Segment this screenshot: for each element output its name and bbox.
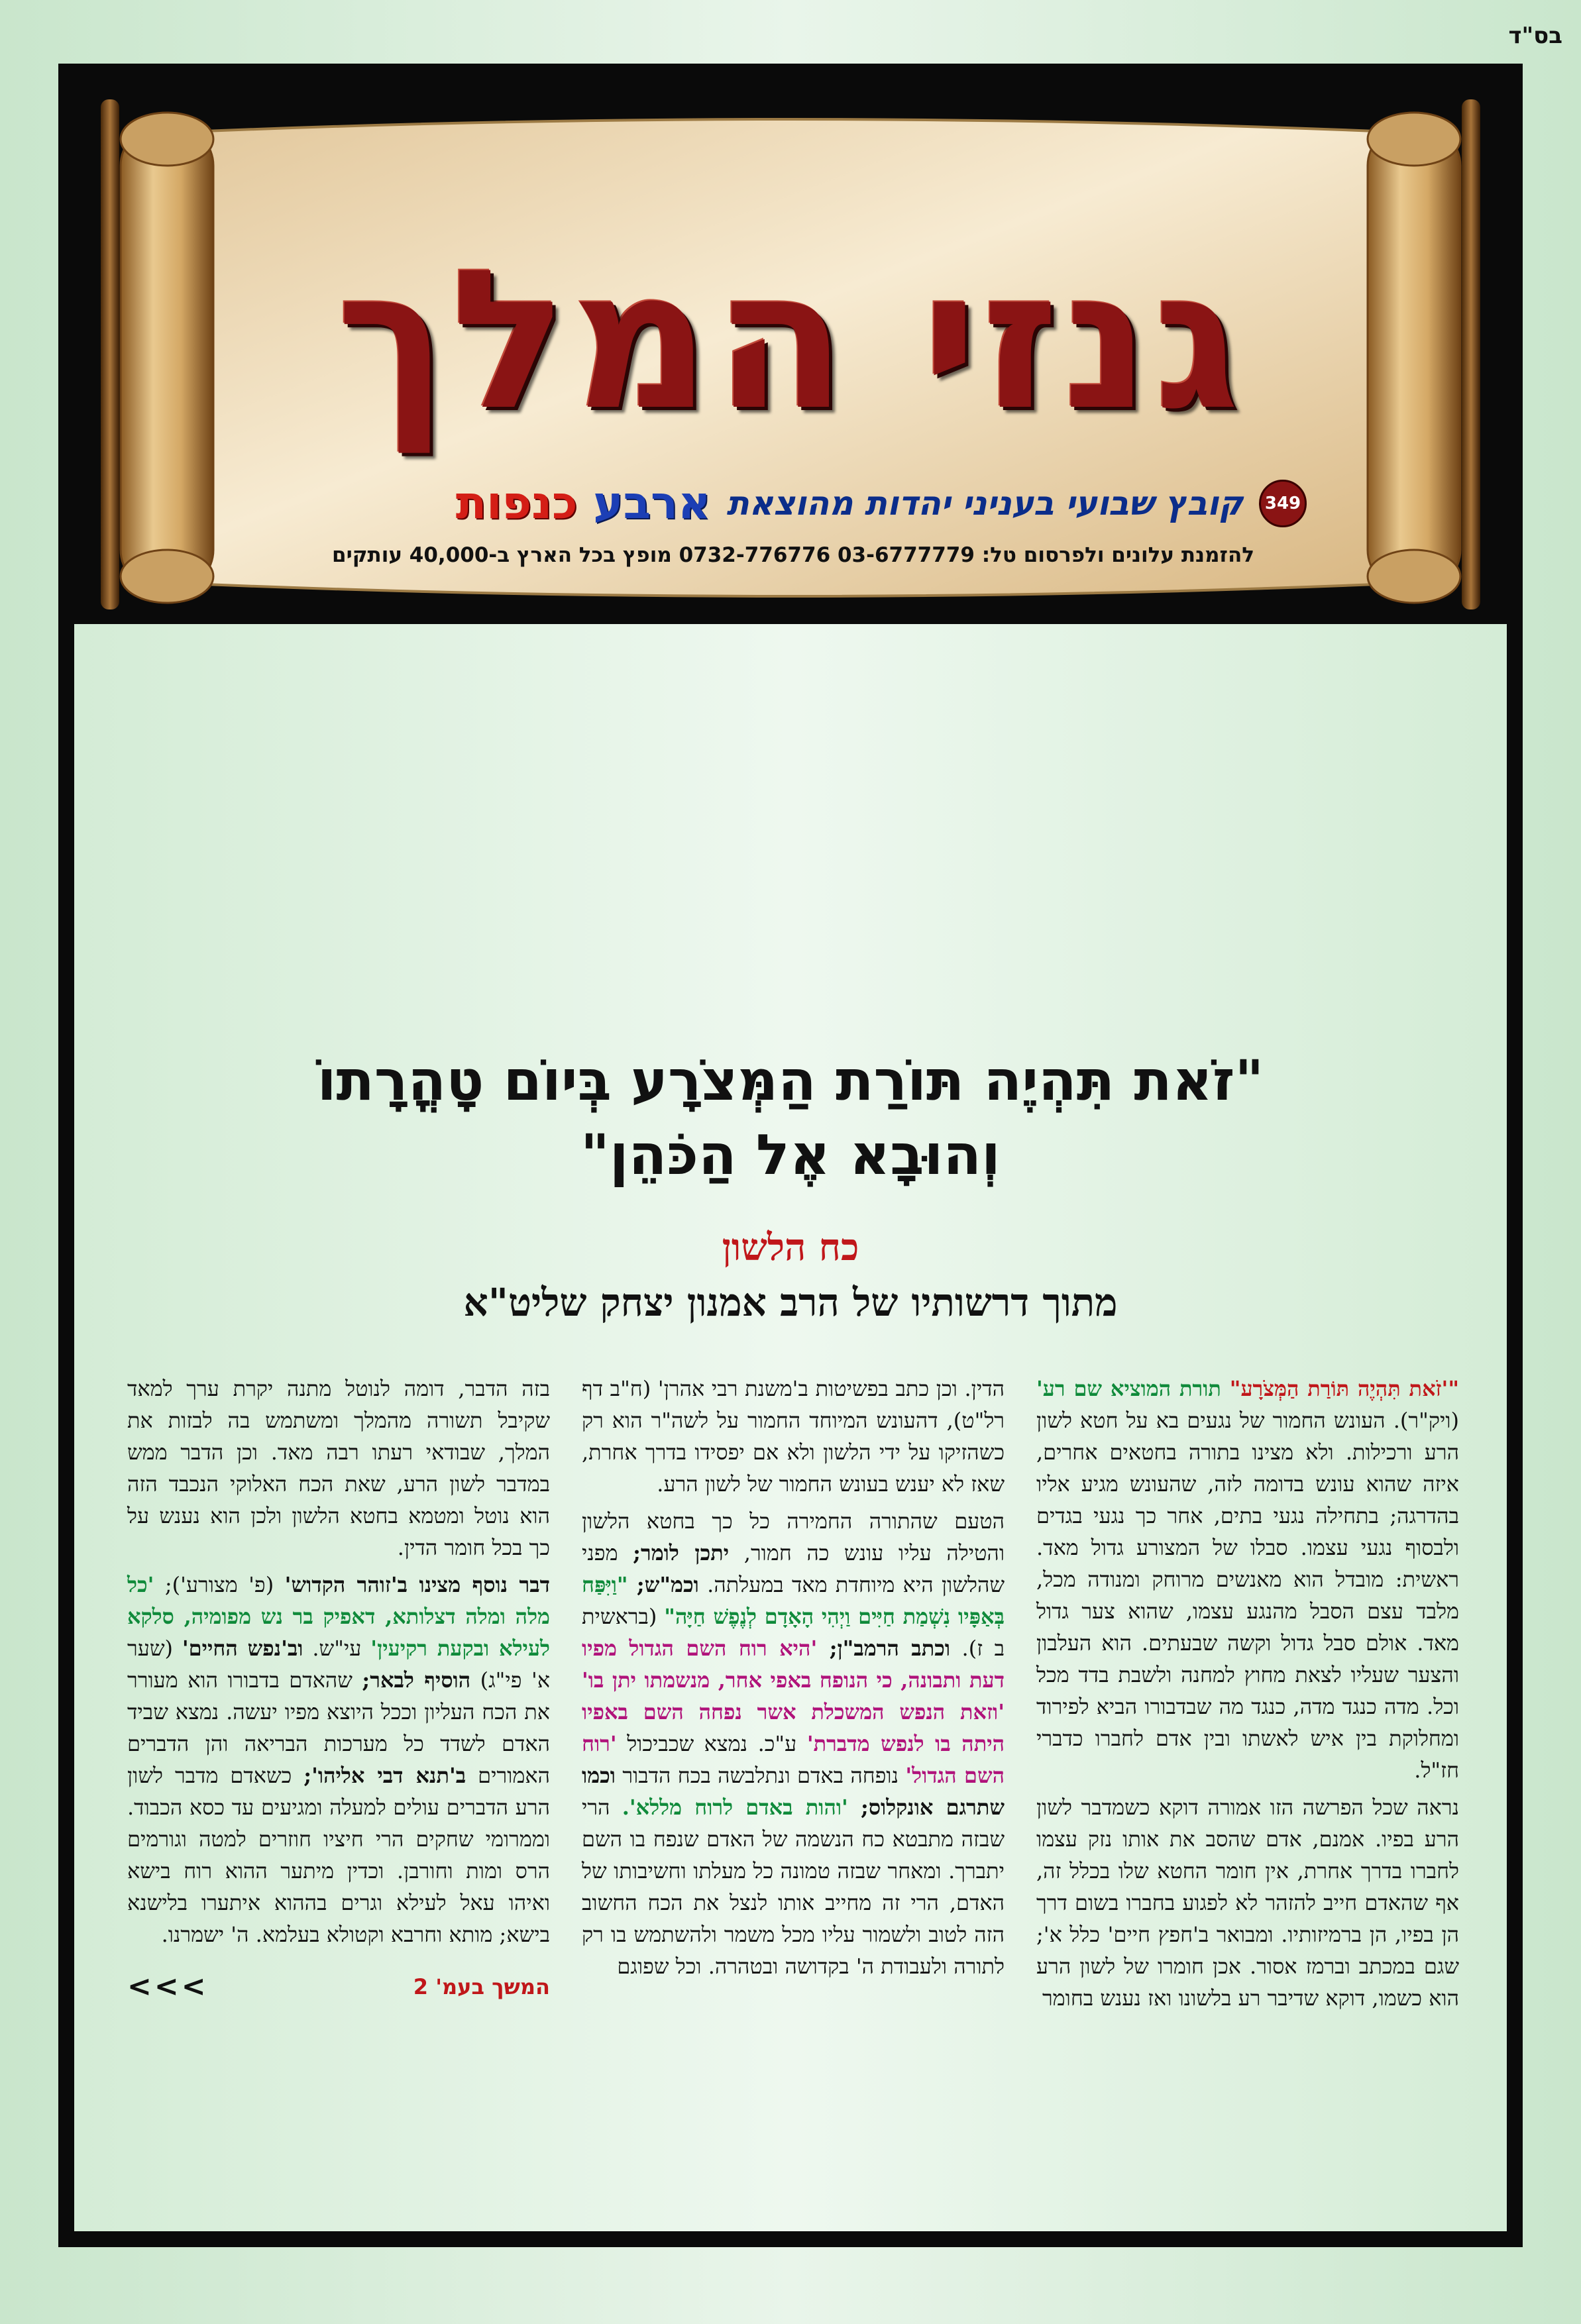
paragraph-text-run: וכמו שתרגם אונקלוס; — [582, 1763, 1005, 1820]
paragraph-text-run: 'והות באדם לרוח מללא'. — [622, 1795, 861, 1820]
article-columns — [127, 1373, 1459, 2194]
continued-on-page: המשך בעמ' 2 — [413, 1974, 550, 1999]
paragraph-text-run: (ויק"ר). העונש החמור של נגעים בא על חטא לשון הרע ורכילות. ולא מצינו בתורה בחטאים אחרים, איזה שהוא עונש בדומה לזה, שהעונש מגיע אליו בהדרגה; בתחילה נגעי בתים, אחר כך נגעי בגדים ולבסוף נגעי עצמו. סבלו של המצורע גדול מאד. ראשית: מובדל הוא מאנשים מרוחק ומנודה מכל, מלבד עצם הסבל מהנגע עצמו, שהוא צער גדול מאד. אולם סבל גדול וקשה שבעתים. הוא העלבון והצער שעליו לצאת מחוץ למחנה ולשבת בדד מכל וכל. מדה כנגד מדה, כנגד מה שבדבורו הביא לפירוד ומחלוקת בין איש לאשתו ובין אדם לחברו כדברי חז"ל. — [1036, 1408, 1459, 1783]
masthead-title: גנזי המלך — [336, 229, 1244, 452]
paragraph-text-run: הרי שבזה מתבטא כח הנשמה של האדם שנפח בו השם יתברך. ומאחר שבזה טמונה כל מעלתו וחשיבותו של האדם, הרי זה מחייב אותו לנצל את הכח החשוב הזה לטוב ולשמור עליו מכל משמר ולהשתמש בו רק לתורה ולעבודת ה' בקדושה ובטהרה. וכל שפוגם — [582, 1795, 1005, 1979]
issue-number-badge: 349 — [1259, 480, 1307, 527]
paragraph-text-run: דבר נוסף מצינו ב'זוהר הקדוש' — [284, 1572, 551, 1597]
contact-line: להזמנת עלונים ולפרסום טל: 03-6777779 0732-776776 מופץ בכל הארץ ב-40,000 עותקים — [331, 543, 1254, 567]
paragraph-text-run: כשאדם מדבר לשון הרע הדברים עולים למעלה ומגיעים עד כסא הכבוד. וממרומי שחקים הרי חיציו חוזרים למטה וגורמים הרס ומות וחורבן. וכדין מיתער ההוא רוח בישא ואיהו עאל לעילא וגרים בההוא איתערו בלישנא בישא; מותא וחרבא וקטולא בעלמא. ה' ישמרנו. — [127, 1763, 550, 1947]
paragraph-text-run: 'היא רוח השם הגדול מפיו דעת ותבונה, כי הנופח באפי אחר, מנשמתו יתן בו' 'וזאת הנפש המשכלת אשר נפחה השם באפיו היתה בו לנפש מדברת' — [582, 1636, 1005, 1756]
paragraph-text-run: ע"כ. נמצא שכביכול — [616, 1731, 807, 1756]
article-column-right — [1036, 1373, 1459, 2194]
article-paragraph — [127, 1373, 550, 1563]
paragraph-text-run: הדין. וכן כתב בפשיטות ב'משנת רבי אהרן' (ח"ב דף רל"ט), דהעונש המיוחד החמור על לשה"ר הוא רק כשהזיקו על ידי הלשון ולא אם יפסידו בדרך אחרת, שאז לא יענש בעונש החמור של לשון הרע. — [582, 1376, 1005, 1497]
paragraph-text-run: (בראשית ב ז). — [582, 1604, 1005, 1661]
publisher-logo-word1: ארבע — [593, 477, 711, 529]
paragraph-text-run: 'כל מלה ומלה דצלותא, דאפיק בר נש מפומיה, סלקא לעילא ובקעת רקיעין' — [127, 1572, 551, 1661]
article-byline: מתוך דרשותיו של הרב אמנון יצחק שליט"א — [463, 1280, 1118, 1325]
paragraph-text-run: (פ' מצורע'); — [154, 1572, 285, 1597]
article-area — [74, 624, 1507, 2231]
paragraph-text-run: נראה שכל הפרשה הזו אמורה דוקא כשמדבר לשון הרע בפיו. אמנם, אדם שהסב את אותו נזק עצמו לחברו בדרך אחרת, אין חומר החטא שלו בכלל זה, אף שהאדם חייב להזהר לא לפגוע בחברו בשום דרך הן בפיו, הן ברמיזותיו. ומבואר ב'חפץ חיים' כלל א'; שגם במכתב וברמז אסור. אכן חומרו של לשון הרע הוא כשמו, דוקא שדיבר רע בלשונו ואז נענש בחומר — [1036, 1795, 1459, 2011]
paragraph-text-run: "וַיִּפַּח בְּאַפָּיו נִשְׁמַת חַיִּים וַיְהִי הָאָדָם לְנֶפֶשׁ חַיָּה" — [582, 1572, 1005, 1629]
publisher-logo — [456, 477, 711, 529]
paragraph-text-run: וב'נפש החיים' — [182, 1636, 303, 1661]
paragraph-text-run: (שער א' פי"ג) — [127, 1636, 551, 1693]
paragraph-text-run: נופחה באדם ונתלבשה בכח הדבור — [615, 1763, 906, 1788]
paragraph-text-run: בזה הדבר, דומה לנוטל מתנה יקרת ערך למאד שקיבל תשורה מהמלך ומשתמש בה לבזות את המלך, שבודאי רעתו רבה מאד. וכן הדבר ממש במדבר לשון הרע, שאת הכח האלוקי הנכבד הזה הוא נוטל ומטמא בחטא הלשון ולכן הוא נענש על כך בכל חומר הדין. — [127, 1376, 550, 1560]
article-paragraph — [582, 1373, 1005, 1500]
paragraph-text-run: ב'תנא דבי אליהו'; — [303, 1763, 466, 1788]
paragraph-text-run: וכתב הרמב"ן; — [829, 1636, 951, 1661]
article-title-line1: "זֹאת תִּהְיֶה תּוֹרַת הַמְּצֹרָע בְּיוֹם טָהֳרָתוֹ — [317, 1048, 1264, 1113]
article-subtitle: כח הלשון — [722, 1226, 859, 1269]
article-paragraph — [1036, 1791, 1459, 2014]
article-column-middle — [582, 1373, 1005, 2194]
paragraph-text-run: מפני שהלשון היא מיוחדת מאד במעלתה. — [582, 1540, 1005, 1597]
masthead-subline — [286, 477, 1307, 529]
paragraph-text-run: שהאדם בדבורו הוא מעורר את הכח העליון וככל היוצא מפיו יעשה. נמצא שביד האדם לשדד כל מערכות הבריאה והן הדברים האמורים — [127, 1667, 551, 1788]
article-paragraph — [1036, 1373, 1459, 1786]
article-column-left — [127, 1373, 550, 2194]
paragraph-text-run: עי"ש. — [303, 1636, 371, 1661]
article-paragraph — [127, 1569, 550, 1950]
top-label: בס"ד — [1508, 23, 1562, 49]
paragraph-text-run: 'רוח השם הגדול' — [582, 1731, 1005, 1788]
paragraph-text-run: הטעם שהתורה החמירה כל כך בחטא הלשון והטילה עליו עונש כה חמור, — [582, 1508, 1005, 1565]
publisher-logo-word2: כנפות — [455, 477, 578, 529]
article-title-line2: וְהוּבָא אֶל הַכֹּהֵן" — [580, 1122, 1001, 1187]
masthead-header — [74, 79, 1507, 624]
continuation-note — [127, 1965, 550, 2009]
paragraph-text-run: "'זֹאת תִּהְיֶה תּוֹרַת הַמְּצֹרָע" — [1221, 1376, 1459, 1401]
paragraph-text-run: יתכן לומר; — [633, 1540, 730, 1565]
publication-tagline: קובץ שבועי בעניני יהדות מהוצאת — [726, 484, 1243, 523]
paragraph-text-run: וכמ"ש; — [636, 1572, 699, 1597]
page-frame — [58, 64, 1523, 2247]
paragraph-text-run: הוסיף לבאר; — [362, 1667, 471, 1693]
paragraph-text-run: תורת המוציא שם רע' — [1036, 1376, 1221, 1401]
article-paragraph — [582, 1505, 1005, 1982]
continuation-arrows-icon: <<< — [127, 1970, 209, 2003]
